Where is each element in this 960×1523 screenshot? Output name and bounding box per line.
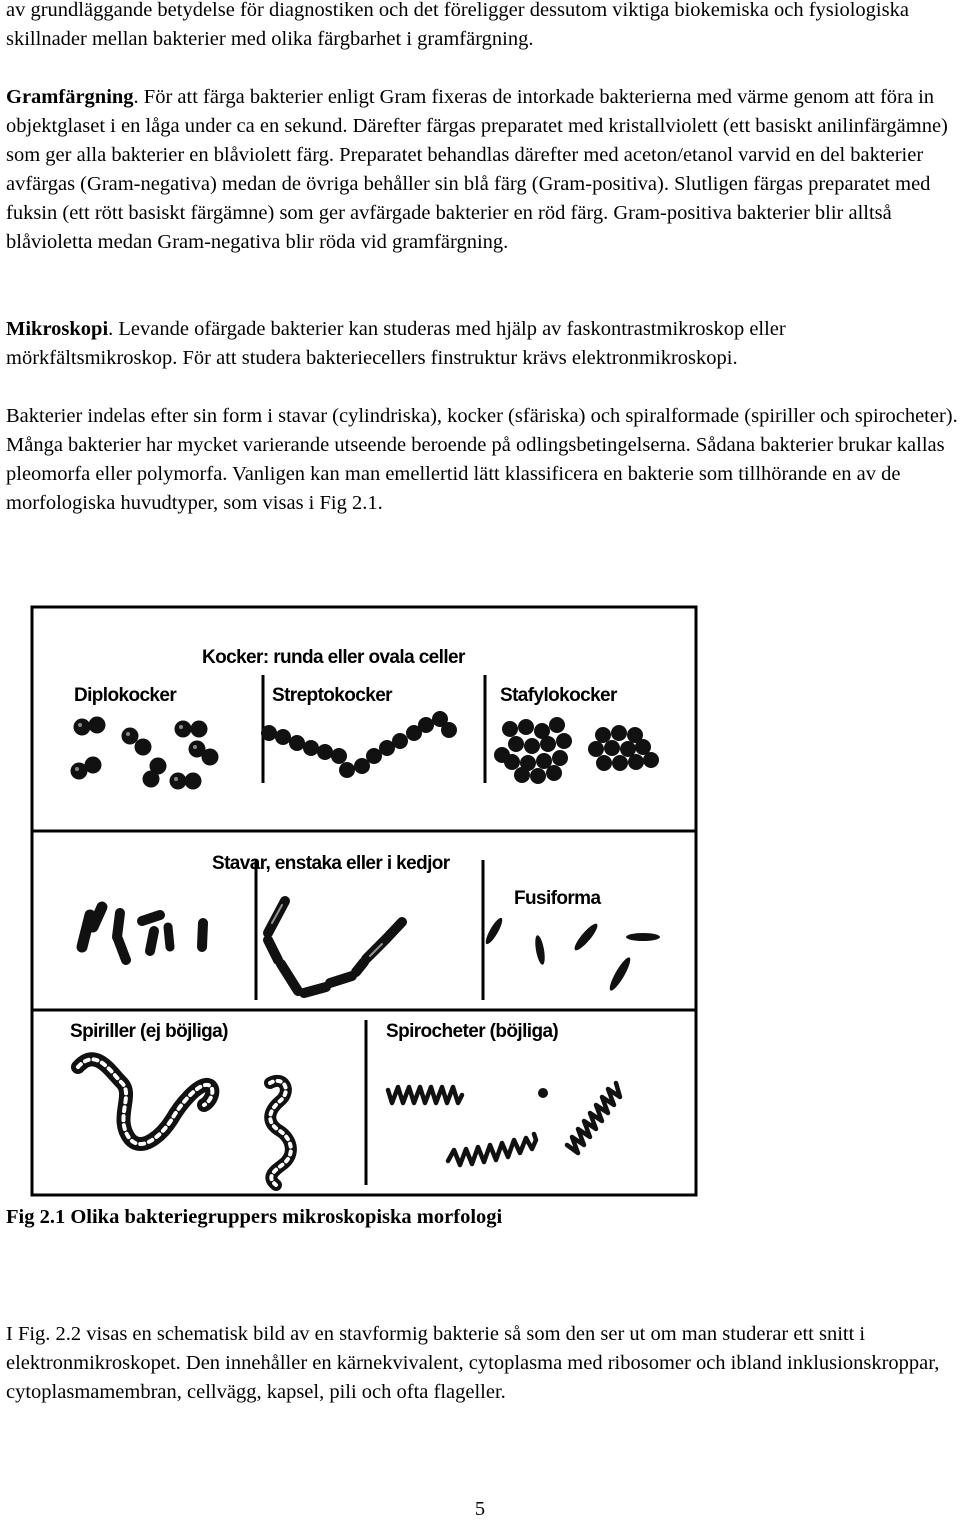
rods-drawing xyxy=(82,901,402,993)
mikroskopi-text: . Levande ofärgade bakterier kan studeras med hjälp av faskontrastmikroskop eller mörkfältsmikroskop. För att studera bakteriecellers finstruktur krävs elektronmikroskopi. xyxy=(6,318,786,369)
page-number: 5 xyxy=(474,1498,486,1520)
morphology-figure xyxy=(30,605,698,1197)
paragraph-intro: av grundläggande betydelse för diagnostiken och det föreligger dessutom viktiga biokemiska och fysiologiska skillnader mellan bakterier med olika färgbarhet i gramfärgning. xyxy=(6,0,909,50)
stavar-title: Stavar, enstaka eller i kedjor xyxy=(212,853,450,874)
spirocheter-label: Spirocheter (böjliga) xyxy=(386,1021,559,1042)
stafylokocker-label: Stafylokocker xyxy=(500,685,617,706)
spiriller-label: Spiriller (ej böjliga) xyxy=(70,1021,228,1042)
streptokocker-label: Streptokocker xyxy=(272,685,392,706)
spirilla-drawing xyxy=(78,1059,291,1185)
paragraph-mikroskopi xyxy=(6,315,960,373)
heading-gramfargning: Gramfärgning xyxy=(6,86,134,108)
heading-mikroskopi: Mikroskopi xyxy=(6,318,109,340)
diplococci-drawing xyxy=(71,717,219,790)
paragraph-bakterieformer: Bakterier indelas efter sin form i stavar (cylindriska), kocker (sfäriska) och spiralformade (spiriller och spirocheter). Många bakterier har mycket varierande utseende beroende på odlingsbetingelserna. Sådana bakterier brukar kallas pleomorfa eller polymorfa. Vanligen kan man emellertid lätt klassificera en bakterie som tillhörande en av de morfologiska huvudtyper, som visas i Fig 2.1. xyxy=(6,405,958,514)
figure-caption: Fig 2.1 Olika bakteriegruppers mikroskopiska morfologi xyxy=(6,1206,503,1228)
spirochete-mark xyxy=(538,1088,548,1098)
gramfargning-text: . För att färga bakterier enligt Gram fixeras de intorkade bakterierna med värme genom att föra in objektglaset i en låga under ca en sekund. Därefter färgas preparatet med kristallviolett (ett basiskt anilinfärgämne) som ger alla bakterier en blåviolett färg. Preparatet behandlas därefter med aceton/etanol varvid en del bakterier avfärgas (Gram-negativa) medan de övriga behåller sin blå färg (Gram-positiva). Slutligen färgas preparatet med fuksin (ett rött basiskt färgämne) som ger avfärgade bakterier en röd färg. Gram-positiva bakterier blir alltså blåvioletta medan Gram-negativa blir röda vid gramfärgning. xyxy=(6,86,948,253)
paragraph-fig22: I Fig. 2.2 visas en schematisk bild av en stavformig bakterie så som den ser ut om man studerar ett snitt i elektronmikroskopet. Den innehåller en kärnekvivalent, cytoplasma med ribosomer och ibland inklusionskroppar, cytoplasmamembran, cellvägg, kapsel, pili och ofta flageller. xyxy=(6,1323,940,1403)
paragraph-gramfargning xyxy=(6,83,960,257)
fusiforma-label: Fusiforma xyxy=(514,888,601,909)
kocker-title: Kocker: runda eller ovala celler xyxy=(202,647,465,668)
staphylococci-drawing xyxy=(494,717,659,784)
diplokocker-label: Diplokocker xyxy=(74,685,177,706)
streptococci-drawing xyxy=(261,711,457,778)
spirochetes-drawing xyxy=(388,1083,620,1165)
fusiform-drawing xyxy=(483,916,660,993)
